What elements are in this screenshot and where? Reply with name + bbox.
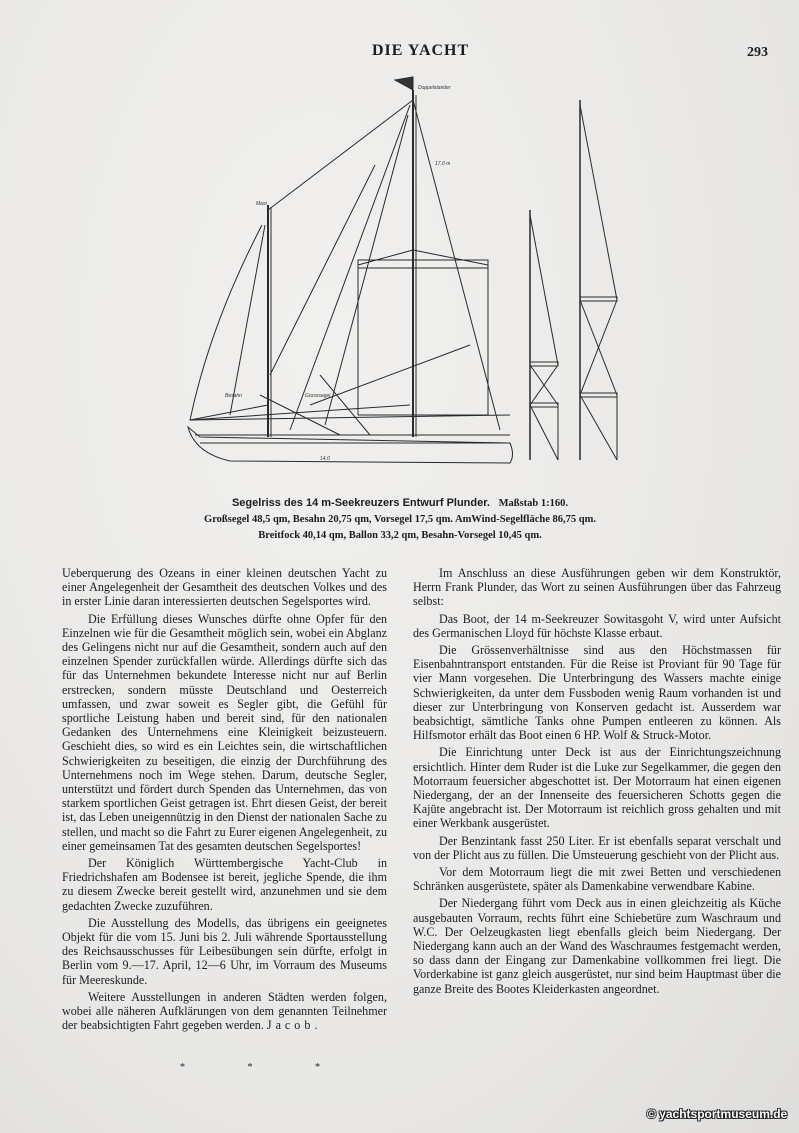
flag	[395, 77, 413, 90]
label-mizzen-top: Mast	[256, 201, 267, 207]
label-mizzen-sail: Besahn	[225, 393, 242, 399]
figure-scale: Maßstab 1:160.	[498, 498, 569, 509]
paragraph: Im Anschluss an diese Ausführungen geben wir dem Konstruktör, Herrn Frank Plunder, das Wort zu seinen Ausführungen über das Fahrzeug selbst:	[413, 566, 781, 609]
author-signature: Jacob.	[266, 1018, 322, 1033]
hull	[188, 427, 513, 463]
paragraph: Die Grössenverhältnisse sind aus den Höchstmassen für Eisenbahntransport entstanden. Für die Reise ist Proviant für 90 Tage für vier Mann vorgesehen. Die Unterbringung des Wassers machte einige Schwierigkeiten, da unter dem Fussboden wenig Raum vorhanden ist und dieser zur Unterbringung von Konserven gedacht ist. Ausserdem war beabsichtigt, sämtliche Tanks ohne Pumpen entleeren zu können. Als Hilfsmotor erhält das Boot einen 6 HP. Wolf & Struck-Motor.	[413, 643, 781, 743]
copyright-watermark: © yachtsportmuseum.de	[647, 1107, 788, 1121]
figure-caption	[100, 495, 700, 544]
label-flag: Doppelstander	[418, 85, 451, 91]
figure-title: Segelriss des 14 m-Seekreuzers Entwurf Plunder.	[231, 497, 490, 509]
paragraph: Die Ausstellung des Modells, das übrigens ein geeignetes Objekt für die vom 15. Juni bis 2. Juli währende Sportausstellung des Reichsausschusses für Leibesübungen sein dürfte, erfolgt in Berlin vom 9.—17. April, 12—6 Uhr, im Vorraum des Museums für Meereskunde.	[62, 915, 387, 987]
left-column	[62, 566, 387, 1036]
running-head: DIE YACHT	[372, 42, 470, 59]
paragraph: Der Niedergang führt vom Deck aus in einen gleichzeitig als Küche ausgebauten Vorraum, rechts führt eine Schiebetüre zum Waschraum und W.C. Der Oelzeugkasten liegt ebenfalls gleich beim Niedergang. Der Niedergang kann auch an der Wand des Waschraumes festgemacht werden, so dass dann der Eingang zur Damenkabine vollkommen frei liegt. Die Vorderkabine ist ganz gleich ausgerüstet, nur sind beim Hauptmast über die ganze Breite des Bootes Kleiderkasten angeordnet.	[413, 896, 781, 996]
paragraph: Der Benzintank fasst 250 Liter. Er ist ebenfalls separat verschalt und von der Plicht aus zu füllen. Die Umsteuerung geschieht von der Plicht aus.	[413, 833, 781, 862]
paragraph: Vor dem Motorraum liegt die mit zwei Betten und verschiedenen Schränken ausgerüstete, später als Damenkabine verwendbare Kabine.	[413, 865, 781, 894]
paragraph: Die Erfüllung dieses Wunsches dürfte ohne Opfer für den Einzelnen wie für die Gesamtheit möglich sein, wobei ein Abglanz des Gelingens nicht nur auf die Gesamtheit, sondern auch auf den einzelnen Spender zurückfallen würde. Allerdings dürfte sich das für das Unternehmen bekundete Interesse nicht nur auf Berlin erstrecken, sondern müsste Deutschland und Oesterreich umfassen, und zwar soweit es Segler gibt, die Gefühl für sportliche Leistung haben und bereit sind, für den nationalen Gedanken des Unternehmens eine Kleinigkeit beizusteuern. Geschieht dies, so wird es ein Leichtes sein, die wirtschaftlichen Schwierigkeiten zu beseitigen, die einzig der Durchführung des Unternehmens noch im Wege stehen. Darum, deutsche Segler, unterstützt und fördert durch Spenden das Unternehmen, das von starkem sportlichen Geist getragen ist. Ehrt diesen Geist, der bereit ist, das Leben uneigennützig in den Dienst der nationalen Sache zu stellen, und macht so die Fahrt zu Eurer eigenen Angelegenheit, zu einer gemeinsamen Tat des gesamten deutschen Segelsportes!	[62, 611, 387, 853]
figure-sail-areas-1: Großsegel 48,5 qm, Besahn 20,75 qm, Vorsegel 17,5 qm. AmWind-Segelfläche 86,75 qm.	[204, 514, 596, 525]
paragraph-text: Weitere Ausstellungen in anderen Städten werden folgen, wobei alle näheren Aufklärungen von dem genannten Teilnehmer der beabsichtigten Fahrt gegeben werden.	[62, 989, 387, 1033]
paragraph: Ueberquerung des Ozeans in einer kleinen deutschen Yacht zu einer Angelegenheit der Gesamtheit des deutschen Volkes und des in erster Linie daran interessierten deutschen Segelsportes wird.	[62, 566, 387, 609]
page-number: 293	[747, 45, 768, 60]
paragraph: Das Boot, der 14 m-Seekreuzer Sowitasgoht V, wird unter Aufsicht des Germanischen Lloyd für höchste Klasse erbaut.	[413, 611, 781, 640]
section-separator: * * *	[180, 1062, 350, 1073]
right-column	[413, 566, 781, 999]
paragraph: Der Königlich Württembergische Yacht-Club in Friedrichshafen am Bodensee ist bereit, jegliche Spende, die ihm zu diesem Zwecke bereit gestellt wird, anzunehmen und sie dem gedachten Zwecke zuzuführen.	[62, 856, 387, 913]
paragraph	[62, 990, 387, 1033]
label-waterline: 14,0	[320, 456, 330, 462]
label-main-sail: Grosssegel	[305, 393, 331, 399]
paragraph: Die Einrichtung unter Deck ist aus der Einrichtungszeichnung ersichtlich. Hinter dem Ruder ist die Luke zur Segelkammer, die gegen den Motorraum feuersicher abgeschottet ist. Der Motorraum hat einen eigenen Niedergang, der an der Innenseite des feuersicheren Schotts gegen die Kajüte angebracht ist. Der Motorraum ist reichlich gross gehalten und mit einer Werkbank ausgerüstet.	[413, 745, 781, 831]
figure-sail-areas-2: Breitfock 40,14 qm, Ballon 33,2 qm, Besahn-Vorsegel 10,45 qm.	[258, 530, 542, 541]
label-main-mast: 17,0 m	[435, 161, 451, 167]
sail-plan-drawing	[170, 75, 630, 475]
